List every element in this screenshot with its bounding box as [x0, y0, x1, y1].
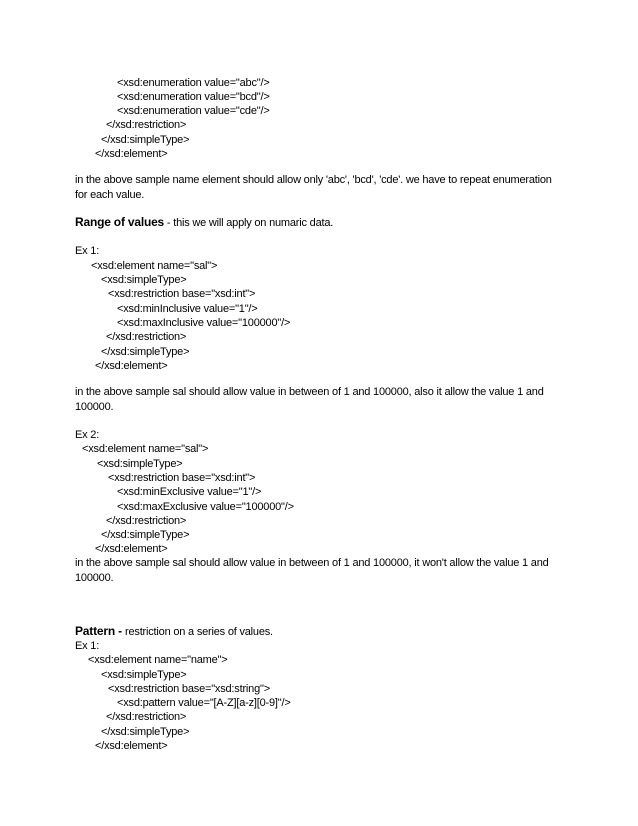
- section-heading-pattern: [75, 624, 273, 639]
- code-line: <xsd:element name="sal">: [91, 260, 218, 272]
- code-line: <xsd:simpleType>: [97, 458, 183, 470]
- code-line: <xsd:minInclusive value="1"/>: [117, 303, 258, 315]
- paragraph-line: in the above sample sal should allow value in between of 1 and 100000, also it allow the value 1 and: [75, 386, 544, 398]
- example-label: Ex 1:: [75, 245, 100, 257]
- code-line: </xsd:simpleType>: [101, 134, 190, 146]
- code-line: <xsd:element name="sal">: [82, 443, 209, 455]
- code-line: <xsd:pattern value="[A-Z][a-z][0-9]"/>: [117, 697, 291, 709]
- code-line: </xsd:restriction>: [106, 515, 187, 527]
- code-line: <xsd:minExclusive value="1"/>: [117, 486, 262, 498]
- code-line: <xsd:simpleType>: [101, 669, 187, 681]
- code-line: </xsd:element>: [95, 543, 168, 555]
- code-line: <xsd:enumeration value="abc"/>: [117, 77, 270, 89]
- section-heading-range: [75, 215, 333, 230]
- code-line: <xsd:restriction base="xsd:int">: [108, 288, 256, 300]
- code-line: <xsd:enumeration value="cde"/>: [117, 105, 270, 117]
- code-line: </xsd:element>: [95, 740, 168, 752]
- code-line: </xsd:simpleType>: [101, 529, 190, 541]
- section-description: - this we will apply on numaric data.: [164, 217, 334, 229]
- code-line: <xsd:element name="name">: [88, 654, 228, 666]
- code-line: <xsd:maxInclusive value="100000"/>: [117, 317, 291, 329]
- paragraph-line: in the above sample name element should allow only 'abc', 'bcd', 'cde'. we have to repeat enumeration: [75, 174, 552, 186]
- code-line: </xsd:restriction>: [106, 711, 187, 723]
- code-line: <xsd:restriction base="xsd:int">: [108, 472, 256, 484]
- paragraph-line: 100000.: [75, 572, 114, 584]
- code-line: </xsd:simpleType>: [101, 346, 190, 358]
- code-line: <xsd:enumeration value="bcd"/>: [117, 91, 270, 103]
- section-title: Pattern -: [75, 624, 126, 638]
- code-line: </xsd:restriction>: [106, 119, 187, 131]
- example-label: Ex 1:: [75, 640, 100, 652]
- code-line: <xsd:restriction base="xsd:string">: [108, 683, 270, 695]
- code-line: <xsd:maxExclusive value="100000"/>: [117, 501, 294, 513]
- section-title: Range of values: [75, 215, 165, 229]
- code-line: </xsd:simpleType>: [101, 726, 190, 738]
- section-description: restriction on a series of values.: [125, 626, 273, 638]
- paragraph-line: 100000.: [75, 401, 114, 413]
- paragraph-line: in the above sample sal should allow value in between of 1 and 100000, it won't allow the value 1 and: [75, 557, 549, 569]
- code-line: </xsd:restriction>: [106, 331, 187, 343]
- example-label: Ex 2:: [75, 429, 100, 441]
- code-line: </xsd:element>: [95, 360, 168, 372]
- code-line: <xsd:simpleType>: [101, 274, 187, 286]
- code-line: </xsd:element>: [95, 148, 168, 160]
- paragraph-line: for each value.: [75, 189, 145, 201]
